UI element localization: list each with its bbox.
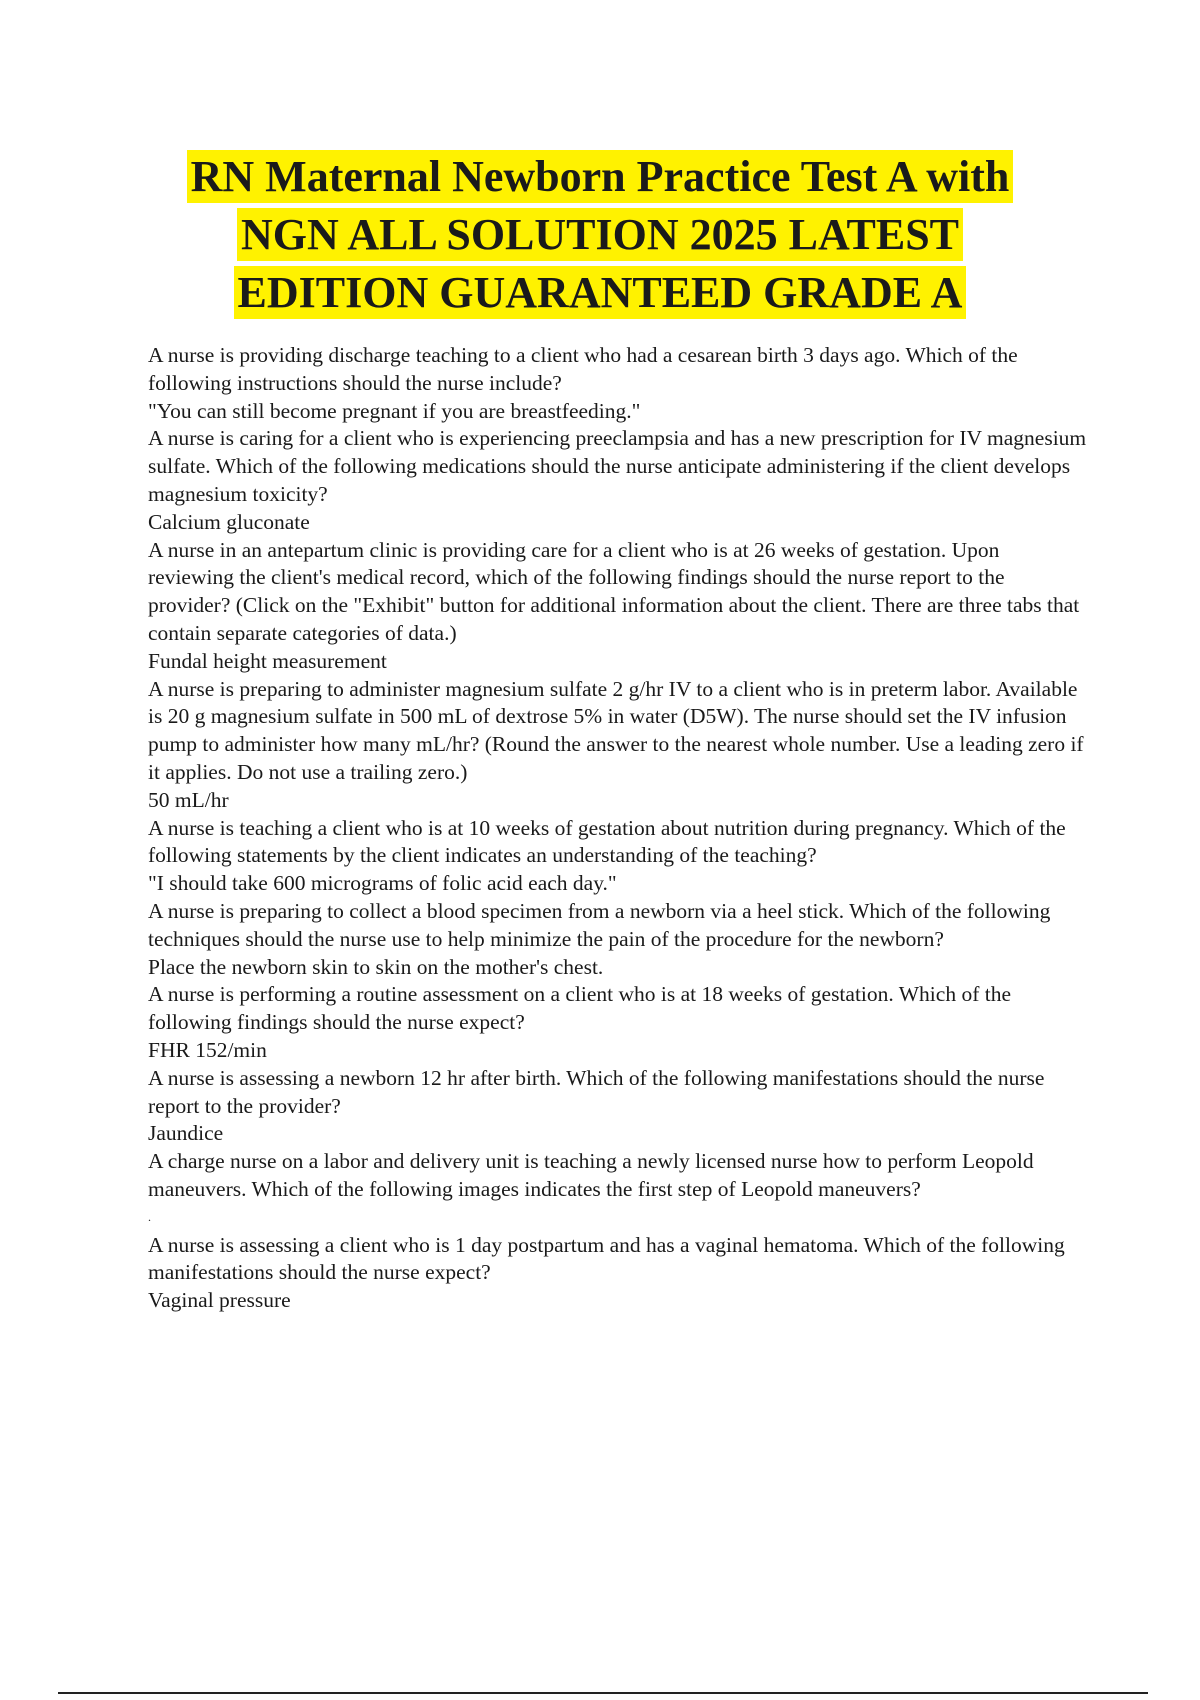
- title-line-2: NGN ALL SOLUTION 2025 LATEST: [237, 208, 963, 261]
- question-text: A nurse is assessing a newborn 12 hr after birth. Which of the following manifestations should the nurse report to the provider?: [148, 1065, 1045, 1118]
- answer-text: Place the newborn skin to skin on the mother's chest.: [148, 954, 604, 979]
- question-text: A nurse is teaching a client who is at 10 weeks of gestation about nutrition during pregnancy. Which of the following statements by the client indicates an understanding of the teaching?: [148, 815, 1066, 868]
- answer-text: FHR 152/min: [148, 1037, 267, 1062]
- question-text: A nurse is assessing a client who is 1 day postpartum and has a vaginal hematoma. Which of the following manifestations should the nurse expect?: [148, 1232, 1065, 1285]
- answer-text: Vaginal pressure: [148, 1288, 291, 1313]
- answer-text: .: [148, 1209, 151, 1224]
- question-text: A nurse is preparing to administer magnesium sulfate 2 g/hr IV to a client who is in preterm labor. Available is 20 g magnesium sulfate in 500 mL of dextrose 5% in water (D5W). The nurse should set the IV infusion pump to administer how many mL/hr? (Round the answer to the nearest whole number. Use a leading zero if it applies. Do not use a trailing zero.): [148, 676, 1084, 784]
- document-title: [0, 148, 1200, 322]
- answer-text: "I should take 600 micrograms of folic acid each day.": [148, 871, 617, 896]
- title-line-1: RN Maternal Newborn Practice Test A with: [187, 150, 1014, 203]
- question-text: A charge nurse on a labor and delivery unit is teaching a newly licensed nurse how to perform Leopold maneuvers. Which of the following images indicates the first step of Leopold maneuvers?: [148, 1149, 1034, 1201]
- question-text: A nurse is preparing to collect a blood specimen from a newborn via a heel stick. Which of the following techniques should the nurse use to help minimize the pain of the procedure for the newborn?: [148, 898, 1051, 951]
- answer-text: Jaundice: [148, 1121, 224, 1146]
- title-line-3: EDITION GUARANTEED GRADE A: [234, 266, 967, 319]
- question-text: A nurse in an antepartum clinic is providing care for a client who is at 26 weeks of gestation. Upon reviewing the client's medical record, which of the following findings should the nurse report to the provider? (Click on the "Exhibit" button for additional information about the client. There are three tabs that contain separate categories of data.): [148, 537, 1080, 645]
- question-text: A nurse is caring for a client who is experiencing preeclampsia and has a new prescription for IV magnesium sulfate. Which of the following medications should the nurse anticipate administering if the client develops magnesium toxicity?: [148, 426, 1087, 506]
- question-text: A nurse is providing discharge teaching to a client who had a cesarean birth 3 days ago. Which of the following instructions should the nurse include?: [148, 343, 1018, 395]
- answer-text: Calcium gluconate: [148, 509, 310, 534]
- answer-text: "You can still become pregnant if you are breastfeeding.": [148, 398, 641, 423]
- answer-text: 50 mL/hr: [148, 787, 229, 812]
- footer-divider: [58, 1692, 1148, 1694]
- answer-text: Fundal height measurement: [148, 648, 387, 673]
- question-text: A nurse is performing a routine assessment on a client who is at 18 weeks of gestation. Which of the following findings should the nurse expect?: [148, 982, 1011, 1035]
- question-answer-list: [148, 342, 1088, 1315]
